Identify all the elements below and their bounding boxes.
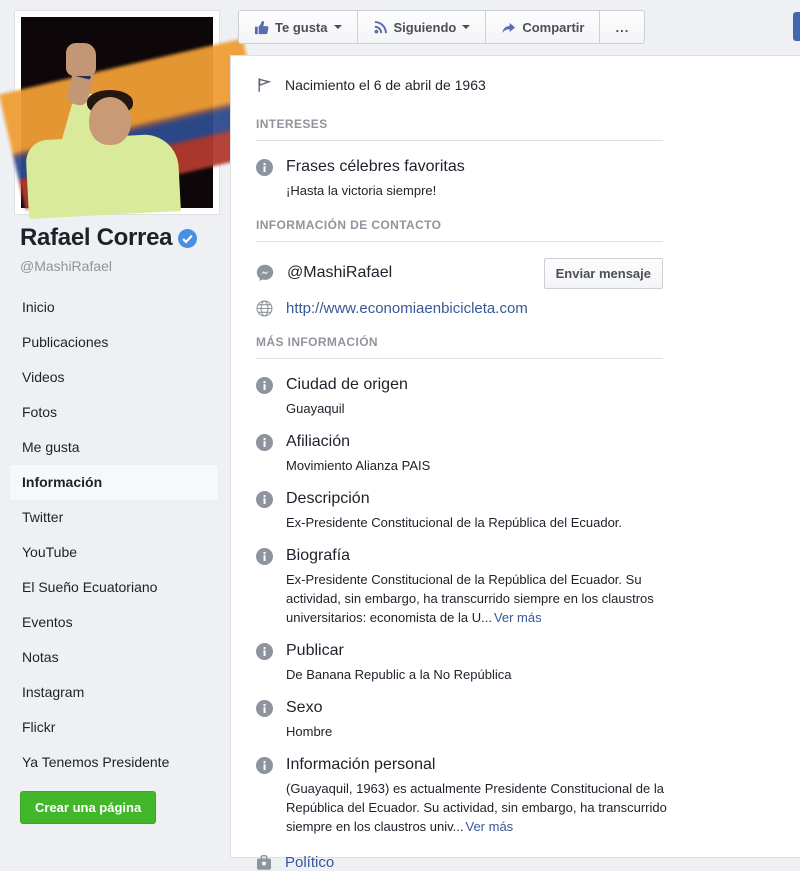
info-icon xyxy=(256,699,273,741)
affiliation-item xyxy=(256,433,676,475)
page-title[interactable] xyxy=(20,224,197,252)
message-button-partial[interactable] xyxy=(793,12,800,41)
create-page-button[interactable]: Crear una página xyxy=(20,791,156,824)
more-options-button[interactable] xyxy=(599,10,645,44)
sidebar-item-eventos[interactable]: Eventos xyxy=(22,614,73,630)
website-link[interactable]: http://www.economiaenbicicleta.com xyxy=(286,300,528,317)
profile-photo xyxy=(21,17,213,208)
item-title: Frases célebres favoritas xyxy=(286,158,465,175)
gender-item xyxy=(256,699,676,741)
info-icon xyxy=(256,490,273,532)
item-value xyxy=(286,570,676,627)
share-button[interactable] xyxy=(485,10,600,44)
biography-item xyxy=(256,547,676,627)
sidebar-item-twitter[interactable]: Twitter xyxy=(22,509,64,525)
rss-follow-icon xyxy=(373,20,388,35)
divider xyxy=(256,241,663,242)
item-title: Información personal xyxy=(286,756,436,773)
chevron-down-icon xyxy=(462,25,470,33)
sidebar-item-notas[interactable]: Notas xyxy=(22,649,59,665)
divider xyxy=(256,358,663,359)
globe-icon xyxy=(256,300,273,317)
section-header-more-info: MÁS INFORMACIÓN xyxy=(256,335,378,349)
item-title: Descripción xyxy=(286,490,370,507)
item-value: ¡Hasta la victoria siempre! xyxy=(286,183,437,198)
item-title: Afiliación xyxy=(286,433,351,450)
chevron-down-icon xyxy=(334,25,342,33)
sidebar-item-youtube[interactable]: YouTube xyxy=(22,544,78,560)
item-title: Ciudad de origen xyxy=(286,376,408,393)
info-icon xyxy=(256,642,273,684)
item-value xyxy=(286,779,676,836)
see-more-link[interactable]: Ver más xyxy=(493,610,542,625)
category-row xyxy=(256,854,663,871)
messenger-icon xyxy=(256,264,274,282)
sidebar-item-informacion[interactable]: Información xyxy=(10,465,218,500)
like-button[interactable] xyxy=(238,10,358,44)
follow-button-label: Siguiendo xyxy=(393,19,457,35)
info-icon xyxy=(256,756,273,836)
item-value: Guayaquil xyxy=(286,401,345,416)
flag-milestone-icon xyxy=(256,77,272,93)
profile-photo-card[interactable] xyxy=(14,10,220,215)
info-icon xyxy=(256,376,273,418)
verified-badge-icon xyxy=(178,229,197,248)
personal-info-item xyxy=(256,756,676,836)
item-title: Sexo xyxy=(286,699,323,716)
birthday-row xyxy=(256,68,663,99)
profile-handle: @MashiRafael xyxy=(20,258,113,274)
section-header-contact: INFORMACIÓN DE CONTACTO xyxy=(256,218,442,232)
info-icon xyxy=(256,433,273,475)
divider xyxy=(256,140,663,141)
category-politico-link[interactable]: Político xyxy=(285,854,335,871)
sidebar-item-inicio[interactable]: Inicio xyxy=(22,299,55,315)
share-button-label: Compartir xyxy=(522,19,585,35)
item-value: Ex-Presidente Constitucional de la República del Ecuador. xyxy=(286,515,623,530)
info-icon xyxy=(256,158,273,200)
see-more-link[interactable]: Ver más xyxy=(465,819,514,834)
item-value: Movimiento Alianza PAIS xyxy=(286,458,431,473)
item-value: De Banana Republic a la No República xyxy=(286,667,512,682)
profile-name-text: Rafael Correa xyxy=(20,224,173,251)
sidebar-item-publicaciones[interactable]: Publicaciones xyxy=(22,334,109,350)
messenger-handle[interactable]: @MashiRafael xyxy=(287,264,393,281)
send-message-button[interactable]: Enviar mensaje xyxy=(544,258,663,289)
info-icon xyxy=(256,547,273,627)
green-shirt xyxy=(25,133,181,219)
description-item xyxy=(256,490,676,532)
section-header-interests: INTERESES xyxy=(256,117,328,131)
sidebar-item-fotos[interactable]: Fotos xyxy=(22,404,58,420)
face xyxy=(89,97,131,145)
item-title: Publicar xyxy=(286,642,344,659)
thumbs-up-icon xyxy=(254,20,269,35)
item-value-text: (Guayaquil, 1963) es actualmente Presidente Constitucional de la República del Ecuador. Su actividad, sin embargo, ha transcurrido siempre en los claustros univ... xyxy=(286,781,667,834)
follow-button[interactable] xyxy=(357,10,487,44)
sidebar-item-el-sueno-ecuatoriano[interactable]: El Sueño Ecuatoriano xyxy=(22,579,158,595)
sidebar-item-videos[interactable]: Videos xyxy=(22,369,65,385)
hometown-item xyxy=(256,376,676,418)
birthday-text: Nacimiento el 6 de abril de 1963 xyxy=(285,77,486,93)
share-arrow-icon xyxy=(501,20,516,35)
sidebar-item-instagram[interactable]: Instagram xyxy=(22,684,85,700)
page-actions-bar xyxy=(238,10,645,44)
item-title: Biografía xyxy=(286,547,351,564)
sidebar-item-me-gusta[interactable]: Me gusta xyxy=(22,439,80,455)
item-value-text: Ex-Presidente Constitucional de la República del Ecuador. Su actividad, sin embargo, ha transcurrido siempre en los claustros universitarios: economista de la U... xyxy=(286,572,654,625)
raised-fist xyxy=(66,43,96,76)
like-button-label: Te gusta xyxy=(275,19,328,35)
about-card xyxy=(230,55,800,871)
messenger-row xyxy=(256,259,663,287)
sidebar-nav xyxy=(0,290,230,780)
item-value: Hombre xyxy=(286,724,333,739)
sidebar-item-flickr[interactable]: Flickr xyxy=(22,719,56,735)
ellipsis-icon: ... xyxy=(615,19,630,35)
sidebar-item-ya-tenemos-presidente[interactable]: Ya Tenemos Presidente xyxy=(22,754,170,770)
publish-item xyxy=(256,642,676,684)
briefcase-category-icon xyxy=(256,855,272,871)
favorite-quotes-item xyxy=(256,158,676,200)
website-row xyxy=(256,300,663,317)
